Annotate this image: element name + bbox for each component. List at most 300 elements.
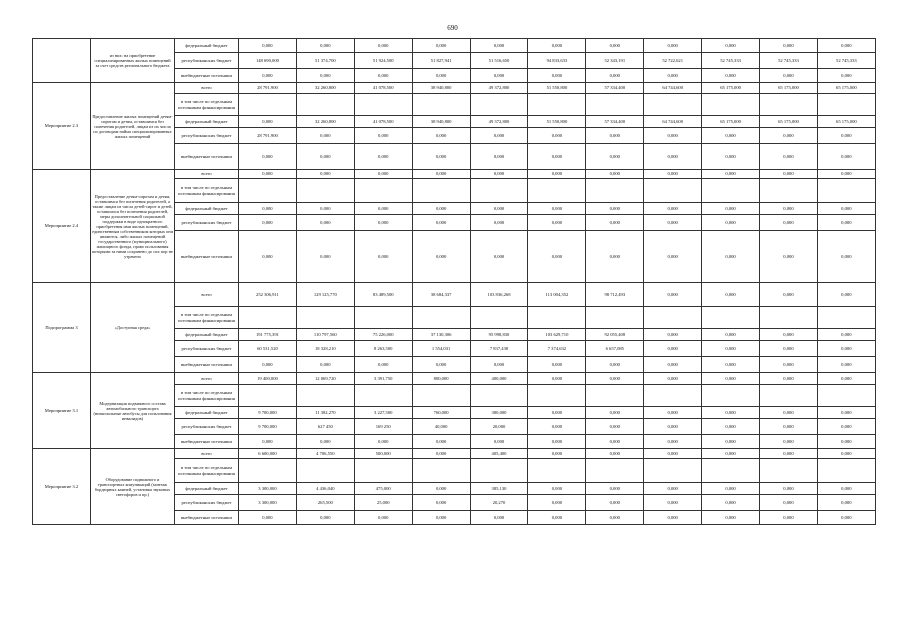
amount-cell: 0,000: [644, 203, 702, 215]
amount-cell: 103 629,710: [528, 329, 586, 341]
amount-cell: 38 684,337: [412, 283, 470, 307]
amount-cell: 0,000: [239, 203, 297, 215]
amount-cell: 0,000: [702, 69, 760, 83]
amount-cell: 52 745,333: [702, 53, 760, 69]
amount-cell: [586, 459, 644, 483]
amount-cell: 0,000: [412, 231, 470, 283]
amount-cell: 0,000: [817, 419, 875, 435]
amount-cell: [239, 385, 297, 407]
amount-cell: [354, 179, 412, 203]
amount-cell: [817, 459, 875, 483]
amount-cell: 64 744,600: [644, 83, 702, 94]
amount-cell: 57 334,400: [586, 83, 644, 94]
amount-cell: 0,000: [354, 39, 412, 53]
amount-cell: 0,000: [586, 407, 644, 419]
amount-cell: 0,000: [239, 215, 297, 231]
amount-cell: 0,000: [760, 449, 818, 459]
amount-cell: 0,000: [239, 144, 297, 170]
item-description: «Доступная среда»: [91, 283, 175, 373]
funding-source: федеральный бюджет: [175, 329, 239, 341]
amount-cell: 52 722,621: [644, 53, 702, 69]
table-row: [33, 83, 876, 94]
amount-cell: 0,000: [528, 170, 586, 179]
amount-cell: 98 712,493: [586, 283, 644, 307]
amount-cell: 0,000: [644, 128, 702, 144]
amount-cell: 103 836,268: [470, 283, 528, 307]
amount-cell: [412, 179, 470, 203]
amount-cell: 0,000: [470, 144, 528, 170]
amount-cell: 0,000: [354, 170, 412, 179]
amount-cell: [817, 385, 875, 407]
amount-cell: 0,000: [817, 449, 875, 459]
amount-cell: [354, 459, 412, 483]
amount-cell: 0,000: [528, 128, 586, 144]
funding-source: республиканских бюджет: [175, 419, 239, 435]
amount-cell: 0,000: [586, 203, 644, 215]
amount-cell: 65 175,000: [702, 116, 760, 128]
funding-source: всего: [175, 449, 239, 459]
item-name: Мероприятие 3.1: [33, 373, 91, 449]
funding-source: республиканских бюджет: [175, 53, 239, 69]
amount-cell: 0,000: [644, 435, 702, 449]
amount-cell: 6 657,085: [586, 341, 644, 357]
amount-cell: 38 940,800: [412, 116, 470, 128]
amount-cell: [470, 459, 528, 483]
amount-cell: 75 226,000: [354, 329, 412, 341]
amount-cell: 0,000: [470, 203, 528, 215]
amount-cell: 0,000: [644, 231, 702, 283]
amount-cell: 3 300,000: [239, 495, 297, 511]
amount-cell: 0,000: [702, 435, 760, 449]
amount-cell: 0,000: [586, 231, 644, 283]
amount-cell: 252 306,911: [239, 283, 297, 307]
amount-cell: 0,000: [817, 357, 875, 373]
table-row: [33, 373, 876, 385]
amount-cell: 0,000: [702, 373, 760, 385]
amount-cell: 51 374,700: [296, 53, 354, 69]
amount-cell: 0,000: [817, 283, 875, 307]
amount-cell: [586, 385, 644, 407]
amount-cell: 0,000: [412, 215, 470, 231]
funding-source: всего: [175, 83, 239, 94]
amount-cell: 0,000: [354, 511, 412, 525]
amount-cell: [702, 307, 760, 329]
amount-cell: 40,000: [412, 419, 470, 435]
amount-cell: 0,000: [412, 39, 470, 53]
amount-cell: 0,000: [760, 215, 818, 231]
amount-cell: 20,270: [470, 495, 528, 511]
amount-cell: [239, 307, 297, 329]
amount-cell: 0,000: [412, 449, 470, 459]
amount-cell: 0,000: [586, 170, 644, 179]
amount-cell: [354, 385, 412, 407]
amount-cell: 0,000: [817, 39, 875, 53]
amount-cell: [412, 385, 470, 407]
amount-cell: 52 745,333: [760, 53, 818, 69]
funding-source: всего: [175, 170, 239, 179]
amount-cell: 1 554,031: [412, 341, 470, 357]
amount-cell: 0,000: [644, 215, 702, 231]
item-name: Мероприятие 3.2: [33, 449, 91, 525]
amount-cell: 0,000: [412, 483, 470, 495]
amount-cell: [296, 94, 354, 116]
amount-cell: 52 745,333: [817, 53, 875, 69]
amount-cell: 0,000: [760, 435, 818, 449]
amount-cell: [239, 94, 297, 116]
amount-cell: 51 516,650: [470, 53, 528, 69]
amount-cell: 9 700,000: [239, 419, 297, 435]
amount-cell: 0,000: [239, 116, 297, 128]
item-name: Мероприятие 2.4: [33, 170, 91, 283]
funding-source: в том числе по отдельным источникам финансирования: [175, 385, 239, 407]
amount-cell: 0,000: [239, 511, 297, 525]
funding-source: в том числе по отдельным источникам финансирования: [175, 94, 239, 116]
amount-cell: 0,000: [644, 170, 702, 179]
amount-cell: 110 797,560: [296, 329, 354, 341]
amount-cell: [702, 94, 760, 116]
amount-cell: 4 706,550: [296, 449, 354, 459]
amount-cell: 0,000: [470, 511, 528, 525]
amount-cell: 0,000: [817, 341, 875, 357]
amount-cell: 113 004,352: [528, 283, 586, 307]
amount-cell: 0,000: [817, 407, 875, 419]
amount-cell: 0,000: [470, 39, 528, 53]
amount-cell: [817, 94, 875, 116]
amount-cell: 95 998,830: [470, 329, 528, 341]
funding-source: республиканских бюджет: [175, 341, 239, 357]
amount-cell: 0,000: [817, 215, 875, 231]
amount-cell: [296, 459, 354, 483]
amount-cell: 0,000: [528, 231, 586, 283]
amount-cell: 0,000: [586, 419, 644, 435]
amount-cell: [644, 385, 702, 407]
amount-cell: 0,000: [644, 495, 702, 511]
amount-cell: 0,000: [354, 203, 412, 215]
amount-cell: 11 382,270: [296, 407, 354, 419]
amount-cell: 12 069,720: [296, 373, 354, 385]
amount-cell: 0,000: [586, 449, 644, 459]
amount-cell: 0,000: [586, 128, 644, 144]
funding-source: федеральный бюджет: [175, 407, 239, 419]
amount-cell: [760, 94, 818, 116]
amount-cell: 0,000: [644, 419, 702, 435]
amount-cell: 0,000: [470, 231, 528, 283]
amount-cell: 65 175,000: [817, 83, 875, 94]
amount-cell: 49 372,800: [470, 116, 528, 128]
amount-cell: 92 055,408: [586, 329, 644, 341]
amount-cell: 0,000: [644, 373, 702, 385]
amount-cell: 0,000: [586, 435, 644, 449]
amount-cell: 51 924,500: [354, 53, 412, 69]
amount-cell: 0,000: [817, 329, 875, 341]
amount-cell: [296, 307, 354, 329]
amount-cell: 0,000: [528, 69, 586, 83]
amount-cell: 0,000: [354, 69, 412, 83]
funding-source: федеральный бюджет: [175, 116, 239, 128]
amount-cell: 0,000: [760, 69, 818, 83]
amount-cell: [528, 459, 586, 483]
amount-cell: 0,000: [296, 128, 354, 144]
item-description: Предоставление детям-сиротам и детям, оставшимся без попечения родителей, а также лицам из числа детей-сирот и детей, оставшихся без попечения родителей, меры дополнительной социальной поддержки в виде однократного приобретения ими жилых помещений, единственным собственником которых они являются, либо жилых помещений государственного (муниципального) жилищного фонда, право пользования которыми за ними сохранено до сих пор не утрачено: [91, 170, 175, 283]
amount-cell: 7 837,438: [470, 341, 528, 357]
amount-cell: 0,000: [760, 329, 818, 341]
amount-cell: 0,000: [760, 231, 818, 283]
amount-cell: 0,000: [528, 373, 586, 385]
amount-cell: 0,000: [296, 511, 354, 525]
amount-cell: 0,000: [412, 170, 470, 179]
amount-cell: 0,000: [354, 215, 412, 231]
amount-cell: 0,000: [528, 407, 586, 419]
amount-cell: 0,000: [239, 357, 297, 373]
item-description: Предоставление жилых помещений детям-сиротам и детям, оставшимся без попечения родителей, лицам из их числа по договорам найма специализированных жилых помещений: [91, 83, 175, 170]
amount-cell: 0,000: [702, 144, 760, 170]
amount-cell: 0,000: [354, 357, 412, 373]
amount-cell: 52 343,191: [586, 53, 644, 69]
amount-cell: 65 175,000: [817, 116, 875, 128]
amount-cell: [470, 385, 528, 407]
table-row: [33, 283, 876, 307]
amount-cell: 0,000: [586, 39, 644, 53]
amount-cell: [760, 307, 818, 329]
amount-cell: 65 175,000: [702, 83, 760, 94]
amount-cell: 64 744,600: [644, 116, 702, 128]
amount-cell: 0,000: [470, 128, 528, 144]
amount-cell: 0,000: [644, 69, 702, 83]
amount-cell: 65 175,000: [760, 116, 818, 128]
amount-cell: 0,000: [239, 170, 297, 179]
amount-cell: [644, 307, 702, 329]
amount-cell: 0,000: [817, 128, 875, 144]
amount-cell: 41 078,500: [354, 116, 412, 128]
amount-cell: 0,000: [760, 373, 818, 385]
table-row: [33, 39, 876, 53]
amount-cell: 0,000: [296, 170, 354, 179]
amount-cell: [817, 179, 875, 203]
amount-cell: 0,000: [760, 483, 818, 495]
amount-cell: 0,000: [586, 144, 644, 170]
item-name: [33, 39, 91, 83]
amount-cell: 6 600,000: [239, 449, 297, 459]
amount-cell: [644, 179, 702, 203]
amount-cell: 475,000: [354, 483, 412, 495]
amount-cell: 25,000: [354, 495, 412, 511]
amount-cell: 0,000: [354, 435, 412, 449]
amount-cell: 0,000: [296, 144, 354, 170]
amount-cell: [817, 307, 875, 329]
amount-cell: 0,000: [239, 435, 297, 449]
amount-cell: [239, 459, 297, 483]
amount-cell: 0,000: [586, 215, 644, 231]
amount-cell: 0,000: [412, 357, 470, 373]
amount-cell: 0,000: [760, 495, 818, 511]
amount-cell: 0,000: [354, 144, 412, 170]
item-description: Модернизация подвижного состава автомобильного транспорта (низкопольные автобусы для пользования инвалидов): [91, 373, 175, 449]
amount-cell: 0,000: [702, 341, 760, 357]
amount-cell: 0,000: [644, 449, 702, 459]
amount-cell: 0,000: [702, 419, 760, 435]
amount-cell: 8 263,500: [354, 341, 412, 357]
funding-source: всего: [175, 373, 239, 385]
amount-cell: 0,000: [760, 419, 818, 435]
amount-cell: 0,000: [702, 39, 760, 53]
amount-cell: 0,000: [702, 283, 760, 307]
amount-cell: 94 833,633: [528, 53, 586, 69]
amount-cell: 51 827,941: [412, 53, 470, 69]
amount-cell: 0,000: [702, 357, 760, 373]
amount-cell: 32 260,800: [296, 116, 354, 128]
amount-cell: [702, 385, 760, 407]
item-name: Подпрограмма 3: [33, 283, 91, 373]
amount-cell: 83 489,500: [354, 283, 412, 307]
amount-cell: 0,000: [702, 483, 760, 495]
amount-cell: 0,000: [239, 39, 297, 53]
budget-table: [32, 38, 876, 525]
amount-cell: 400,000: [470, 373, 528, 385]
amount-cell: 0,000: [760, 283, 818, 307]
amount-cell: [586, 94, 644, 116]
amount-cell: 0,000: [760, 407, 818, 419]
amount-cell: 57 334,400: [586, 116, 644, 128]
amount-cell: [412, 94, 470, 116]
amount-cell: 0,000: [528, 39, 586, 53]
amount-cell: 0,000: [470, 170, 528, 179]
amount-cell: 129 125,770: [296, 283, 354, 307]
amount-cell: 0,000: [412, 203, 470, 215]
amount-cell: 60 531,520: [239, 341, 297, 357]
amount-cell: 0,000: [470, 357, 528, 373]
amount-cell: [239, 179, 297, 203]
amount-cell: 385,130: [470, 483, 528, 495]
amount-cell: [644, 459, 702, 483]
funding-source: всего: [175, 283, 239, 307]
amount-cell: 0,000: [760, 170, 818, 179]
funding-source: внебюджетные источники: [175, 511, 239, 525]
amount-cell: 800,000: [412, 373, 470, 385]
amount-cell: 38 940,800: [412, 83, 470, 94]
amount-cell: 18 328,210: [296, 341, 354, 357]
amount-cell: 0,000: [760, 511, 818, 525]
amount-cell: 0,000: [354, 128, 412, 144]
amount-cell: 760,000: [412, 407, 470, 419]
amount-cell: 0,000: [644, 283, 702, 307]
page-number: 690: [447, 24, 458, 32]
amount-cell: 0,000: [296, 357, 354, 373]
funding-source: в том числе по отдельным источникам финансирования: [175, 179, 239, 203]
amount-cell: 0,000: [412, 511, 470, 525]
amount-cell: [470, 307, 528, 329]
funding-source: внебюджетные источники: [175, 435, 239, 449]
amount-cell: [296, 179, 354, 203]
amount-cell: 0,000: [702, 449, 760, 459]
funding-source: в том числе по отдельным источникам финансирования: [175, 459, 239, 483]
amount-cell: [354, 307, 412, 329]
item-description: Оборудование подвижного и транспортных комуникаций (монтаж бордюрных камней, установка звуковых светофоров и пр.): [91, 449, 175, 525]
item-description: из них: на приобретение специализированных жилых помещений за счет средств регионального бюджета: [91, 39, 175, 83]
amount-cell: 0,000: [702, 203, 760, 215]
amount-cell: [586, 179, 644, 203]
amount-cell: 0,000: [817, 483, 875, 495]
amount-cell: 0,000: [644, 341, 702, 357]
funding-source: внебюджетные источники: [175, 144, 239, 170]
funding-source: внебюджетные источники: [175, 357, 239, 373]
amount-cell: 28 791,900: [239, 83, 297, 94]
amount-cell: 0,000: [528, 435, 586, 449]
amount-cell: 0,000: [239, 69, 297, 83]
amount-cell: [528, 179, 586, 203]
funding-source: внебюджетные источники: [175, 231, 239, 283]
amount-cell: 3 300,000: [239, 483, 297, 495]
funding-source: республиканских бюджет: [175, 495, 239, 511]
amount-cell: [412, 307, 470, 329]
amount-cell: 0,000: [702, 128, 760, 144]
amount-cell: 3 391,750: [354, 373, 412, 385]
amount-cell: 0,000: [586, 373, 644, 385]
amount-cell: 0,000: [528, 357, 586, 373]
amount-cell: 0,000: [702, 407, 760, 419]
amount-cell: 0,000: [817, 170, 875, 179]
table-row: [33, 449, 876, 459]
amount-cell: 0,000: [470, 215, 528, 231]
amount-cell: 0,000: [817, 511, 875, 525]
amount-cell: [354, 94, 412, 116]
funding-source: федеральный бюджет: [175, 483, 239, 495]
amount-cell: 0,000: [528, 511, 586, 525]
amount-cell: 7 374,632: [528, 341, 586, 357]
amount-cell: 0,000: [528, 144, 586, 170]
amount-cell: 0,000: [296, 215, 354, 231]
amount-cell: 0,000: [817, 69, 875, 83]
funding-source: федеральный бюджет: [175, 203, 239, 215]
amount-cell: 0,000: [817, 435, 875, 449]
amount-cell: [702, 179, 760, 203]
amount-cell: 0,000: [239, 231, 297, 283]
amount-cell: [644, 94, 702, 116]
amount-cell: 0,000: [817, 373, 875, 385]
amount-cell: 0,000: [586, 357, 644, 373]
amount-cell: 0,000: [760, 203, 818, 215]
amount-cell: 0,000: [702, 495, 760, 511]
amount-cell: 0,000: [412, 435, 470, 449]
amount-cell: 0,000: [586, 495, 644, 511]
amount-cell: 0,000: [644, 144, 702, 170]
amount-cell: 0,000: [296, 203, 354, 215]
amount-cell: 0,000: [528, 203, 586, 215]
amount-cell: 0,000: [760, 357, 818, 373]
amount-cell: 9 700,000: [239, 407, 297, 419]
amount-cell: 32 260,800: [296, 83, 354, 94]
amount-cell: [586, 307, 644, 329]
amount-cell: 0,000: [644, 329, 702, 341]
amount-cell: 0,000: [354, 231, 412, 283]
amount-cell: 4 436,040: [296, 483, 354, 495]
amount-cell: [296, 385, 354, 407]
amount-cell: 0,000: [412, 495, 470, 511]
amount-cell: 0,000: [644, 407, 702, 419]
amount-cell: 0,000: [412, 69, 470, 83]
amount-cell: 0,000: [528, 483, 586, 495]
amount-cell: 0,000: [296, 69, 354, 83]
funding-source: федеральный бюджет: [175, 39, 239, 53]
amount-cell: [470, 179, 528, 203]
amount-cell: 0,000: [470, 69, 528, 83]
amount-cell: 0,000: [702, 170, 760, 179]
amount-cell: 0,000: [296, 435, 354, 449]
amount-cell: 0,000: [760, 39, 818, 53]
amount-cell: 41 078,500: [354, 83, 412, 94]
amount-cell: 148 690,000: [239, 53, 297, 69]
amount-cell: 0,000: [817, 495, 875, 511]
amount-cell: 0,000: [644, 39, 702, 53]
